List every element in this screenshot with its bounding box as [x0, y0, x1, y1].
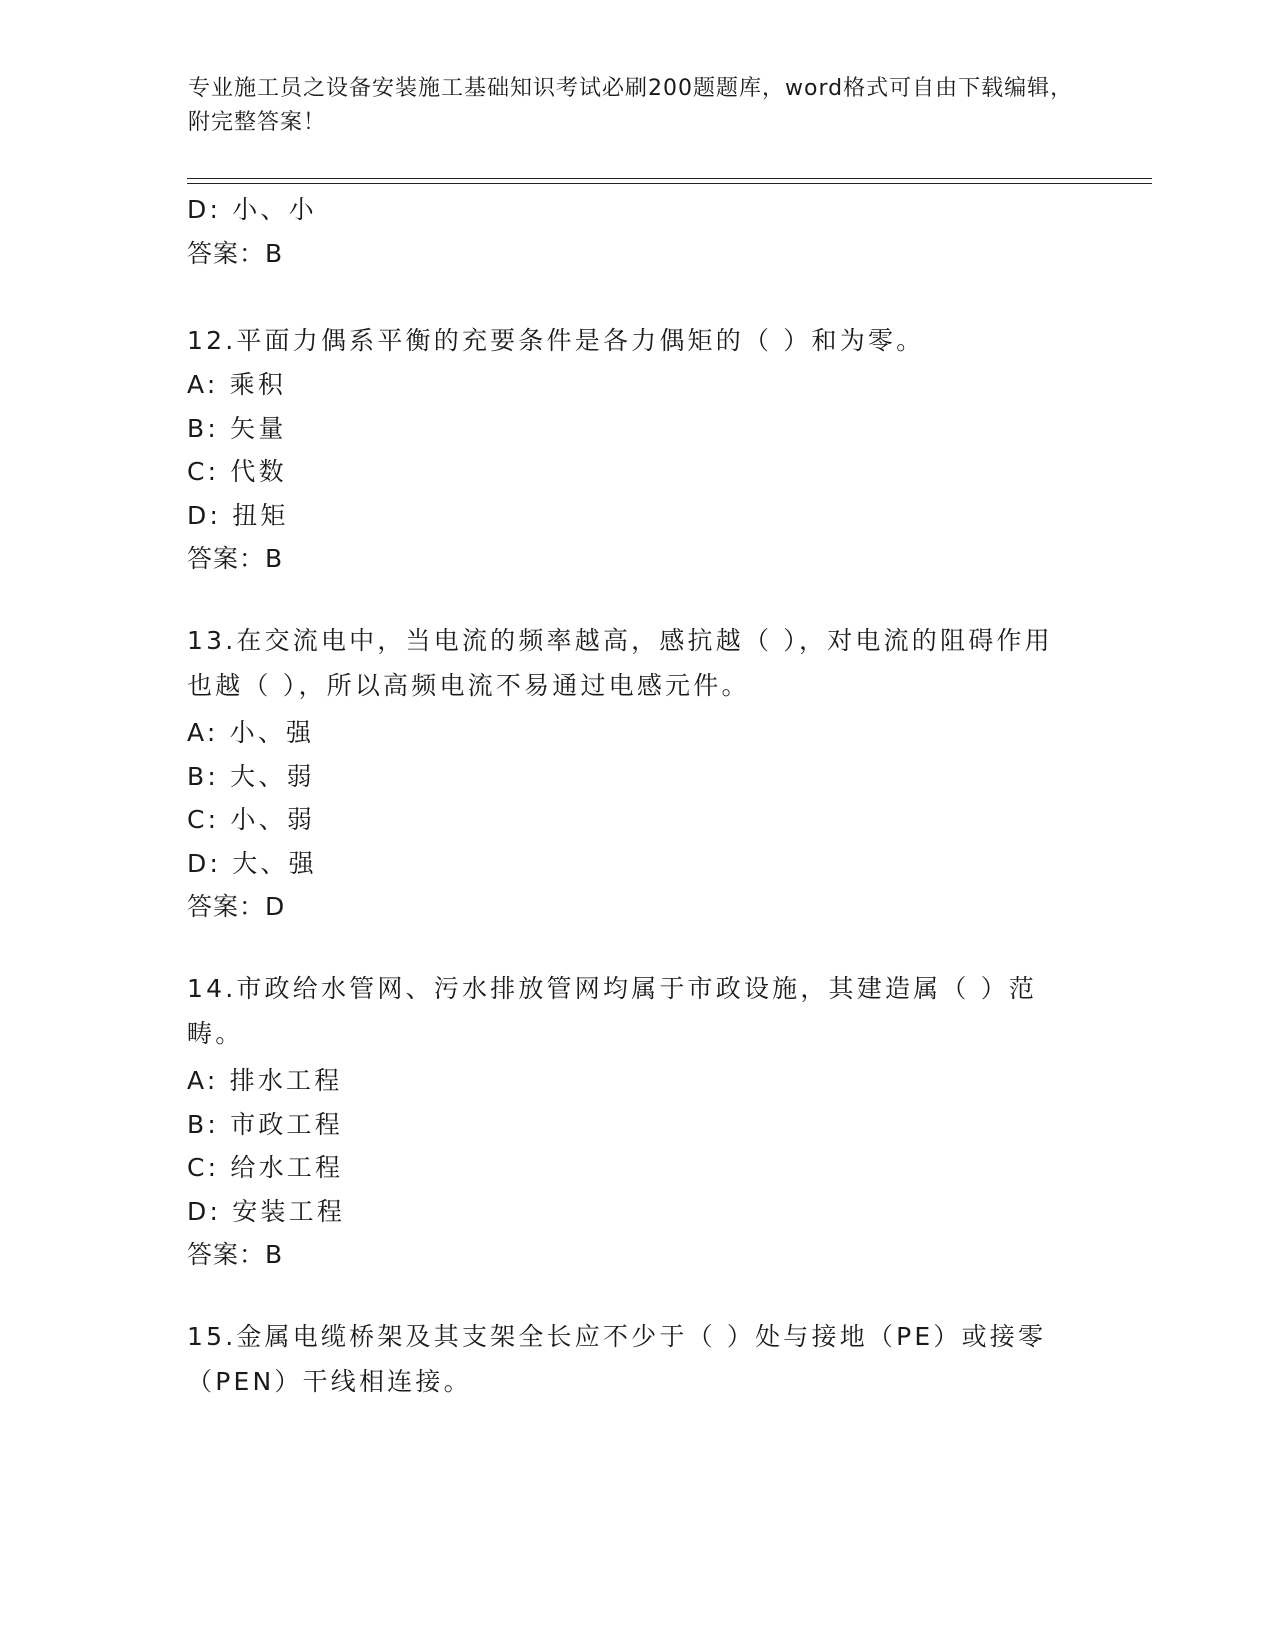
question-14-option-d: D: 安装工程 — [187, 1197, 346, 1226]
question-13-option-a: A: 小、强 — [187, 718, 315, 747]
question-12-answer: 答案：B — [187, 544, 284, 573]
header-divider-bottom — [187, 183, 1152, 184]
question-14-answer: 答案：B — [187, 1240, 284, 1269]
question-12-option-c: C: 代数 — [187, 457, 287, 486]
question-12-option-b: B: 矢量 — [187, 414, 287, 443]
question-13-answer: 答案：D — [187, 892, 286, 921]
question-14-option-c: C: 给水工程 — [187, 1153, 344, 1182]
question-13-option-c: C: 小、弱 — [187, 805, 316, 834]
question-12-stem: 12.平面力偶系平衡的充要条件是各力偶矩的（ ）和为零。 — [187, 326, 925, 355]
question-13-option-d: D: 大、强 — [187, 849, 317, 878]
prev-option-d: D: 小、小 — [187, 195, 317, 224]
prev-answer: 答案：B — [187, 239, 284, 268]
question-12-option-d: D: 扭矩 — [187, 501, 289, 530]
page-header: 专业施工员之设备安装施工基础知识考试必刷200题题库，word格式可自由下载编辑，附完整答案！ — [188, 76, 1074, 135]
question-14-option-a: A: 排水工程 — [187, 1066, 343, 1095]
question-13-stem: 13.在交流电中，当电流的频率越高，感抗越（ ），对电流的阻碍作用也越（ ），所以高频电流不易通过电感元件。 — [187, 626, 1053, 700]
question-15-stem: 15.金属电缆桥架及其支架全长应不少于（ ）处与接地（PE）或接零（PEN）干线相连接。 — [187, 1322, 1047, 1396]
question-13-option-b: B: 大、弱 — [187, 762, 315, 791]
question-12-option-a: A: 乘积 — [187, 370, 287, 399]
question-14-stem: 14.市政给水管网、污水排放管网均属于市政设施，其建造属（ ）范畴。 — [187, 974, 1038, 1048]
header-divider-top — [187, 178, 1152, 179]
question-14-option-b: B: 市政工程 — [187, 1110, 343, 1139]
